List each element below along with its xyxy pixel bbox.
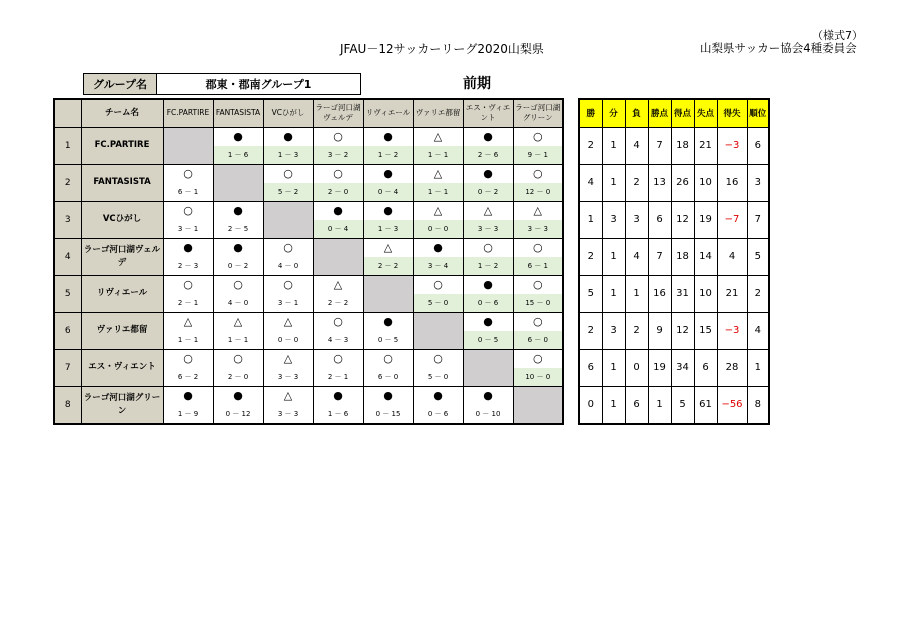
match-score: 3 － 4 bbox=[413, 257, 463, 276]
stat-value: 1 bbox=[602, 164, 625, 201]
stat-value: 1 bbox=[625, 275, 648, 312]
stat-value: 26 bbox=[671, 164, 694, 201]
match-score: 6 － 1 bbox=[163, 183, 213, 202]
stat-header: 負 bbox=[625, 99, 648, 127]
result-mark: ○ bbox=[213, 349, 263, 368]
result-mark: ● bbox=[213, 201, 263, 220]
match-score: 3 － 3 bbox=[463, 220, 513, 239]
match-score: 2 － 6 bbox=[463, 146, 513, 165]
col-team-header: ラーゴ河口湖ヴェルデ bbox=[313, 99, 363, 127]
period-label: 前期 bbox=[463, 76, 491, 92]
stat-value: 1 bbox=[579, 201, 602, 238]
stat-value: 1 bbox=[602, 386, 625, 424]
stat-value: −7 bbox=[717, 201, 747, 238]
row-number: 1 bbox=[54, 127, 81, 164]
stat-value: 15 bbox=[694, 312, 717, 349]
stat-value: 1 bbox=[602, 238, 625, 275]
result-mark: ● bbox=[463, 127, 513, 146]
result-mark: ○ bbox=[313, 312, 363, 331]
stat-value: 2 bbox=[625, 164, 648, 201]
stat-value: 61 bbox=[694, 386, 717, 424]
row-number: 6 bbox=[54, 312, 81, 349]
match-score: 2 － 5 bbox=[213, 220, 263, 239]
stat-value: 3 bbox=[747, 164, 769, 201]
stat-value: 3 bbox=[602, 312, 625, 349]
stat-value: 0 bbox=[625, 349, 648, 386]
column-spacer bbox=[563, 275, 579, 312]
result-mark: ○ bbox=[413, 275, 463, 294]
result-mark: ● bbox=[463, 312, 513, 331]
match-score: 3 － 3 bbox=[263, 368, 313, 387]
column-spacer bbox=[563, 201, 579, 238]
self-match-cell bbox=[313, 238, 363, 275]
row-number: 5 bbox=[54, 275, 81, 312]
match-score: 1 － 1 bbox=[413, 183, 463, 202]
result-mark: ● bbox=[213, 238, 263, 257]
match-score: 2 － 1 bbox=[163, 294, 213, 313]
match-score: 4 － 0 bbox=[213, 294, 263, 313]
result-mark: ○ bbox=[513, 127, 563, 146]
match-score: 0 － 5 bbox=[363, 331, 413, 350]
match-score: 0 － 12 bbox=[213, 405, 263, 424]
stat-value: 1 bbox=[648, 386, 671, 424]
table-row bbox=[54, 164, 769, 183]
result-mark: △ bbox=[163, 312, 213, 331]
self-match-cell bbox=[413, 312, 463, 349]
result-mark: ○ bbox=[263, 164, 313, 183]
league-table bbox=[53, 98, 770, 425]
stat-value: 1 bbox=[602, 127, 625, 164]
match-score: 5 － 0 bbox=[413, 294, 463, 313]
col-team-header: リヴィエール bbox=[363, 99, 413, 127]
match-score: 0 － 6 bbox=[463, 294, 513, 313]
match-score: 0 － 10 bbox=[463, 405, 513, 424]
stat-value: 2 bbox=[625, 312, 648, 349]
result-mark: ● bbox=[313, 201, 363, 220]
stat-value: 6 bbox=[694, 349, 717, 386]
match-score: 2 － 2 bbox=[363, 257, 413, 276]
stat-value: −3 bbox=[717, 312, 747, 349]
result-mark: ● bbox=[213, 386, 263, 405]
stat-value: 4 bbox=[717, 238, 747, 275]
result-mark: △ bbox=[413, 201, 463, 220]
stat-value: 1 bbox=[602, 349, 625, 386]
stat-value: 8 bbox=[747, 386, 769, 424]
stat-header: 得点 bbox=[671, 99, 694, 127]
result-mark: ● bbox=[213, 127, 263, 146]
col-team-header: ラーゴ河口湖グリーン bbox=[513, 99, 563, 127]
match-score: 10 － 0 bbox=[513, 368, 563, 387]
result-mark: ○ bbox=[513, 238, 563, 257]
table-row bbox=[54, 238, 769, 257]
table-row bbox=[54, 386, 769, 405]
stat-value: 2 bbox=[579, 312, 602, 349]
match-score: 1 － 9 bbox=[163, 405, 213, 424]
table-row bbox=[54, 349, 769, 368]
result-mark: ● bbox=[463, 275, 513, 294]
row-team-name: ラーゴ河口湖グリーン bbox=[81, 386, 163, 424]
match-score: 1 － 1 bbox=[163, 331, 213, 350]
stat-value: 3 bbox=[602, 201, 625, 238]
result-mark: △ bbox=[263, 386, 313, 405]
result-mark: ● bbox=[413, 238, 463, 257]
row-team-name: リヴィエール bbox=[81, 275, 163, 312]
stat-value: 5 bbox=[747, 238, 769, 275]
result-mark: △ bbox=[413, 127, 463, 146]
self-match-cell bbox=[263, 201, 313, 238]
result-mark: ○ bbox=[413, 349, 463, 368]
result-mark: △ bbox=[313, 275, 363, 294]
result-mark: ○ bbox=[363, 349, 413, 368]
row-team-name: FC.PARTIRE bbox=[81, 127, 163, 164]
match-score: 5 － 2 bbox=[263, 183, 313, 202]
col-team-header: ヴァリエ都留 bbox=[413, 99, 463, 127]
stat-value: 21 bbox=[694, 127, 717, 164]
result-mark: ● bbox=[163, 386, 213, 405]
match-score: 1 － 2 bbox=[363, 146, 413, 165]
match-score: 1 － 6 bbox=[313, 405, 363, 424]
row-team-name: VCひがし bbox=[81, 201, 163, 238]
result-mark: ● bbox=[363, 201, 413, 220]
stat-value: 14 bbox=[694, 238, 717, 275]
match-score: 2 － 0 bbox=[313, 183, 363, 202]
column-spacer bbox=[563, 312, 579, 349]
stat-value: 3 bbox=[625, 201, 648, 238]
row-team-name: ヴァリエ都留 bbox=[81, 312, 163, 349]
stat-value: 7 bbox=[648, 238, 671, 275]
table-row bbox=[54, 275, 769, 294]
stat-value: 13 bbox=[648, 164, 671, 201]
stat-value: 4 bbox=[747, 312, 769, 349]
result-mark: △ bbox=[263, 312, 313, 331]
stat-value: 6 bbox=[648, 201, 671, 238]
stat-value: 4 bbox=[625, 127, 648, 164]
match-score: 0 － 4 bbox=[363, 183, 413, 202]
match-score: 3 － 1 bbox=[263, 294, 313, 313]
column-spacer bbox=[563, 386, 579, 424]
stat-value: 12 bbox=[671, 201, 694, 238]
stat-value: −3 bbox=[717, 127, 747, 164]
match-score: 0 － 0 bbox=[263, 331, 313, 350]
stat-value: 5 bbox=[671, 386, 694, 424]
match-score: 1 － 3 bbox=[263, 146, 313, 165]
match-score: 0 － 4 bbox=[313, 220, 363, 239]
result-mark: ○ bbox=[163, 349, 213, 368]
stat-value: 9 bbox=[648, 312, 671, 349]
result-mark: ○ bbox=[513, 275, 563, 294]
stat-value: 7 bbox=[648, 127, 671, 164]
result-mark: ● bbox=[363, 312, 413, 331]
header-corner bbox=[54, 99, 81, 127]
result-mark: ○ bbox=[513, 349, 563, 368]
match-score: 3 － 2 bbox=[313, 146, 363, 165]
row-number: 4 bbox=[54, 238, 81, 275]
match-score: 3 － 1 bbox=[163, 220, 213, 239]
row-number: 8 bbox=[54, 386, 81, 424]
result-mark: △ bbox=[363, 238, 413, 257]
stat-value: 7 bbox=[747, 201, 769, 238]
stat-value: 28 bbox=[717, 349, 747, 386]
result-mark: ● bbox=[363, 127, 413, 146]
result-mark: ○ bbox=[213, 275, 263, 294]
match-score: 9 － 1 bbox=[513, 146, 563, 165]
result-mark: △ bbox=[263, 349, 313, 368]
result-mark: △ bbox=[513, 201, 563, 220]
result-mark: ○ bbox=[313, 349, 363, 368]
stat-value: 10 bbox=[694, 275, 717, 312]
column-spacer bbox=[563, 99, 579, 127]
result-mark: △ bbox=[413, 164, 463, 183]
document-title: JFAU－12サッカーリーグ2020山梨県 bbox=[340, 42, 544, 56]
match-score: 2 － 3 bbox=[163, 257, 213, 276]
match-score: 0 － 0 bbox=[413, 220, 463, 239]
stat-value: 16 bbox=[648, 275, 671, 312]
match-score: 12 － 0 bbox=[513, 183, 563, 202]
column-spacer bbox=[563, 164, 579, 201]
stat-header: 失点 bbox=[694, 99, 717, 127]
match-score: 6 － 2 bbox=[163, 368, 213, 387]
result-mark: ● bbox=[463, 386, 513, 405]
result-mark: ● bbox=[413, 386, 463, 405]
group-name: 郡東・郡南グループ1 bbox=[157, 73, 361, 95]
form-number: （様式7） bbox=[812, 29, 863, 42]
stat-header: 順位 bbox=[747, 99, 769, 127]
result-mark: ○ bbox=[263, 238, 313, 257]
row-team-name: ラーゴ河口湖ヴェルデ bbox=[81, 238, 163, 275]
stat-value: 6 bbox=[579, 349, 602, 386]
result-mark: ○ bbox=[513, 164, 563, 183]
table-body bbox=[54, 99, 769, 424]
stat-value: −56 bbox=[717, 386, 747, 424]
result-mark: ○ bbox=[163, 164, 213, 183]
stat-value: 18 bbox=[671, 238, 694, 275]
column-spacer bbox=[563, 349, 579, 386]
match-score: 1 － 6 bbox=[213, 146, 263, 165]
result-mark: ○ bbox=[313, 127, 363, 146]
col-team-header: エス・ヴィエント bbox=[463, 99, 513, 127]
self-match-cell bbox=[363, 275, 413, 312]
group-label: グループ名 bbox=[83, 73, 157, 95]
stat-value: 1 bbox=[602, 275, 625, 312]
col-team-header: VCひがし bbox=[263, 99, 313, 127]
stat-value: 0 bbox=[579, 386, 602, 424]
match-score: 1 － 1 bbox=[213, 331, 263, 350]
header-row bbox=[54, 99, 769, 127]
result-mark: ○ bbox=[163, 201, 213, 220]
column-spacer bbox=[563, 127, 579, 164]
row-number: 3 bbox=[54, 201, 81, 238]
stat-value: 2 bbox=[579, 238, 602, 275]
row-number: 2 bbox=[54, 164, 81, 201]
match-score: 0 － 5 bbox=[463, 331, 513, 350]
column-spacer bbox=[563, 238, 579, 275]
stat-value: 10 bbox=[694, 164, 717, 201]
match-score: 0 － 2 bbox=[463, 183, 513, 202]
match-score: 6 － 1 bbox=[513, 257, 563, 276]
stat-value: 16 bbox=[717, 164, 747, 201]
stat-value: 31 bbox=[671, 275, 694, 312]
stat-header: 分 bbox=[602, 99, 625, 127]
stat-value: 18 bbox=[671, 127, 694, 164]
match-score: 1 － 1 bbox=[413, 146, 463, 165]
match-score: 3 － 3 bbox=[513, 220, 563, 239]
col-team-header: FC.PARTIRE bbox=[163, 99, 213, 127]
team-col-header: チーム名 bbox=[81, 99, 163, 127]
result-mark: ○ bbox=[163, 275, 213, 294]
match-score: 1 － 3 bbox=[363, 220, 413, 239]
match-score: 0 － 6 bbox=[413, 405, 463, 424]
stat-header: 勝点 bbox=[648, 99, 671, 127]
table-row bbox=[54, 127, 769, 146]
match-score: 1 － 2 bbox=[463, 257, 513, 276]
stat-value: 5 bbox=[579, 275, 602, 312]
result-mark: △ bbox=[213, 312, 263, 331]
self-match-cell bbox=[213, 164, 263, 201]
result-mark: ● bbox=[313, 386, 363, 405]
match-score: 15 － 0 bbox=[513, 294, 563, 313]
stat-value: 34 bbox=[671, 349, 694, 386]
stat-value: 21 bbox=[717, 275, 747, 312]
stat-value: 4 bbox=[625, 238, 648, 275]
match-score: 5 － 0 bbox=[413, 368, 463, 387]
result-mark: ○ bbox=[263, 275, 313, 294]
committee-name: 山梨県サッカー協会4種委員会 bbox=[700, 41, 857, 55]
stat-value: 2 bbox=[747, 275, 769, 312]
row-team-name: エス・ヴィエント bbox=[81, 349, 163, 386]
stat-value: 19 bbox=[648, 349, 671, 386]
match-score: 6 － 0 bbox=[363, 368, 413, 387]
match-score: 4 － 3 bbox=[313, 331, 363, 350]
match-score: 2 － 0 bbox=[213, 368, 263, 387]
match-score: 3 － 3 bbox=[263, 405, 313, 424]
match-score: 2 － 1 bbox=[313, 368, 363, 387]
result-mark: ● bbox=[363, 164, 413, 183]
stat-value: 6 bbox=[747, 127, 769, 164]
result-mark: ● bbox=[363, 386, 413, 405]
result-mark: ○ bbox=[513, 312, 563, 331]
stat-header: 得失 bbox=[717, 99, 747, 127]
stat-value: 1 bbox=[747, 349, 769, 386]
result-mark: ○ bbox=[463, 238, 513, 257]
result-mark: ● bbox=[263, 127, 313, 146]
row-team-name: FANTASISTA bbox=[81, 164, 163, 201]
stat-header: 勝 bbox=[579, 99, 602, 127]
self-match-cell bbox=[513, 386, 563, 424]
match-score: 0 － 15 bbox=[363, 405, 413, 424]
stat-value: 4 bbox=[579, 164, 602, 201]
result-mark: ● bbox=[163, 238, 213, 257]
self-match-cell bbox=[163, 127, 213, 164]
table-row bbox=[54, 312, 769, 331]
result-mark: ● bbox=[463, 164, 513, 183]
match-score: 4 － 0 bbox=[263, 257, 313, 276]
result-mark: ○ bbox=[313, 164, 363, 183]
match-score: 0 － 2 bbox=[213, 257, 263, 276]
row-number: 7 bbox=[54, 349, 81, 386]
col-team-header: FANTASISTA bbox=[213, 99, 263, 127]
self-match-cell bbox=[463, 349, 513, 386]
stat-value: 19 bbox=[694, 201, 717, 238]
table-row bbox=[54, 201, 769, 220]
stat-value: 6 bbox=[625, 386, 648, 424]
match-score: 2 － 2 bbox=[313, 294, 363, 313]
stat-value: 12 bbox=[671, 312, 694, 349]
match-score: 6 － 0 bbox=[513, 331, 563, 350]
stat-value: 2 bbox=[579, 127, 602, 164]
result-mark: △ bbox=[463, 201, 513, 220]
